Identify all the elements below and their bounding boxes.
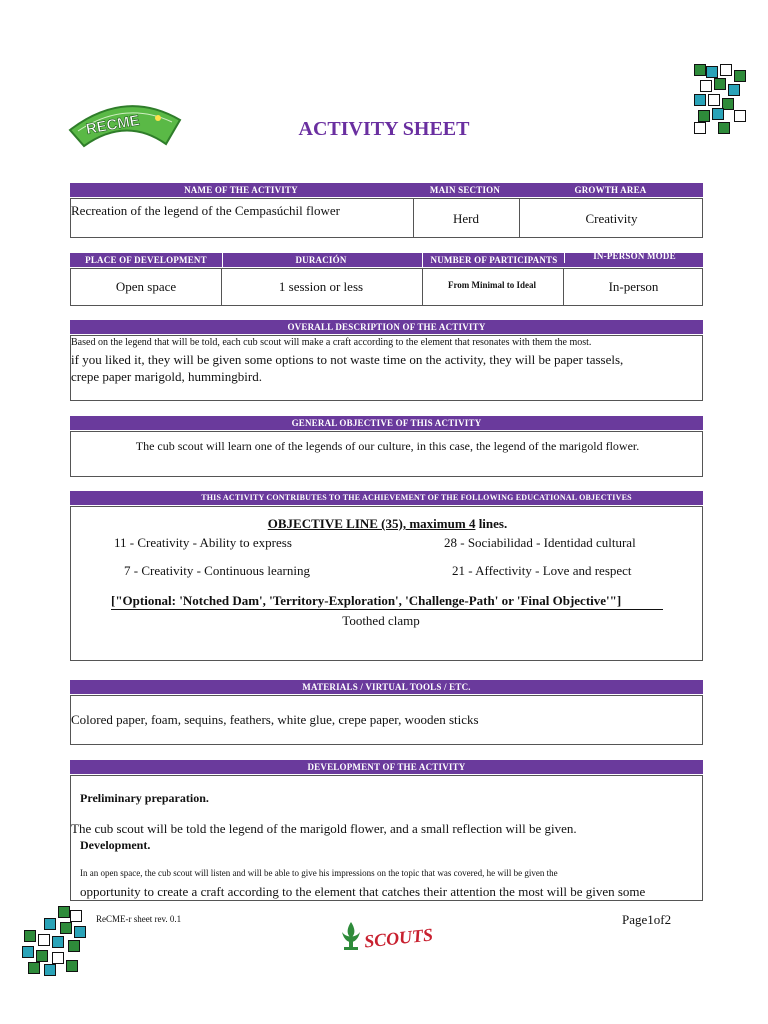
header-name-of-activity: NAME OF THE ACTIVITY (184, 185, 298, 195)
objectives-header (70, 491, 703, 505)
growth-area-value: Creativity (585, 211, 638, 226)
header-place: PLACE OF DEVELOPMENT (85, 255, 207, 265)
objective-item-1: 11 - Creativity - Ability to express (114, 535, 292, 550)
objective-item-4: 21 - Affectivity - Love and respect (452, 563, 632, 578)
general-header: GENERAL OBJECTIVE OF THIS ACTIVITY (70, 416, 703, 430)
decorative-squares-bottom (22, 904, 86, 974)
dev-text2: opportunity to create a craft according to the element that catches their attention the most will be given some (80, 884, 646, 899)
main-section-value: Herd (453, 211, 479, 226)
place-value: Open space (115, 279, 177, 294)
table2-row (70, 268, 703, 306)
header-duracion: DURACIÓN (222, 253, 419, 267)
objective-line-title-a: OBJECTIVE LINE (35), maximum (267, 516, 469, 531)
overall-header: OVERALL DESCRIPTION OF THE ACTIVITY (70, 320, 703, 334)
objective-line-title (71, 516, 704, 532)
page-title: ACTIVITY SHEET (298, 118, 470, 140)
sheet-revision: ReCME-r sheet rev. 0.1 (96, 914, 182, 924)
general-box (70, 431, 703, 477)
table1-row (70, 198, 703, 238)
general-text: The cub scout will learn one of the legends of our culture, in this case, the legend of the marigold flower. (135, 439, 640, 453)
dev-text1: In an open space, the cub scout will listen and will be able to give his impressions on the topic that was covered, he will be given the (80, 868, 558, 878)
objectives-box (70, 506, 703, 661)
page-number: Page1of2 (622, 912, 672, 927)
objective-item-3: 7 - Creativity - Continuous learning (124, 563, 310, 578)
activity-name-value: Recreation of the legend of the Cempasúchil flower (71, 203, 340, 218)
dev-title: Development. (80, 838, 151, 852)
participants-value: From Minimal to Ideal (447, 280, 537, 290)
materials-text: Colored paper, foam, sequins, feathers, white glue, crepe paper, wooden sticks (71, 712, 479, 727)
scouts-logo-text: SCOUTS (363, 924, 434, 952)
table1-header (70, 183, 703, 197)
header-participants: NUMBER OF PARTICIPANTS (422, 253, 565, 267)
overall-box (70, 335, 703, 401)
development-box (70, 775, 703, 901)
logo-text: RECME (84, 111, 142, 139)
materials-box (70, 695, 703, 745)
mode-value: In-person (608, 279, 659, 294)
table2-header (70, 253, 703, 267)
header-main-section: MAIN SECTION (429, 185, 501, 195)
overall-line1: Based on the legend that will be told, each cub scout will make a craft according to the element that resonates with them the most. (71, 337, 592, 348)
header-mode: IN-PERSON MODE (564, 249, 704, 263)
optional-value: Toothed clamp (342, 613, 420, 628)
overall-line3: crepe paper marigold, hummingbird. (71, 369, 262, 384)
objectives-header-text: THIS ACTIVITY CONTRIBUTES TO THE ACHIEVEMENT OF THE FOLLOWING EDUCATIONAL OBJECTIVES (201, 493, 632, 502)
header-growth-area: GROWTH AREA (574, 185, 647, 195)
scouts-logo (338, 918, 438, 956)
objective-line-max: 4 (468, 516, 476, 531)
materials-header: MATERIALS / VIRTUAL TOOLS / ETC. (70, 680, 703, 694)
duration-value: 1 session or less (278, 279, 364, 294)
development-header: DEVELOPMENT OF THE ACTIVITY (70, 760, 703, 774)
prelim-title: Preliminary preparation. (80, 791, 209, 805)
objective-item-2: 28 - Sociabilidad - Identidad cultural (444, 535, 636, 550)
optional-line: ["Optional: 'Notched Dam', 'Territory-Exploration', 'Challenge-Path' or 'Final Objective'"] (111, 593, 663, 610)
overall-line2: if you liked it, they will be given some options to not waste time on the activity, they will be paper tassels, (71, 352, 624, 367)
prelim-text: The cub scout will be told the legend of the marigold flower, and a small reflection will be given. (71, 821, 577, 836)
objective-line-title-c: lines. (475, 516, 508, 531)
